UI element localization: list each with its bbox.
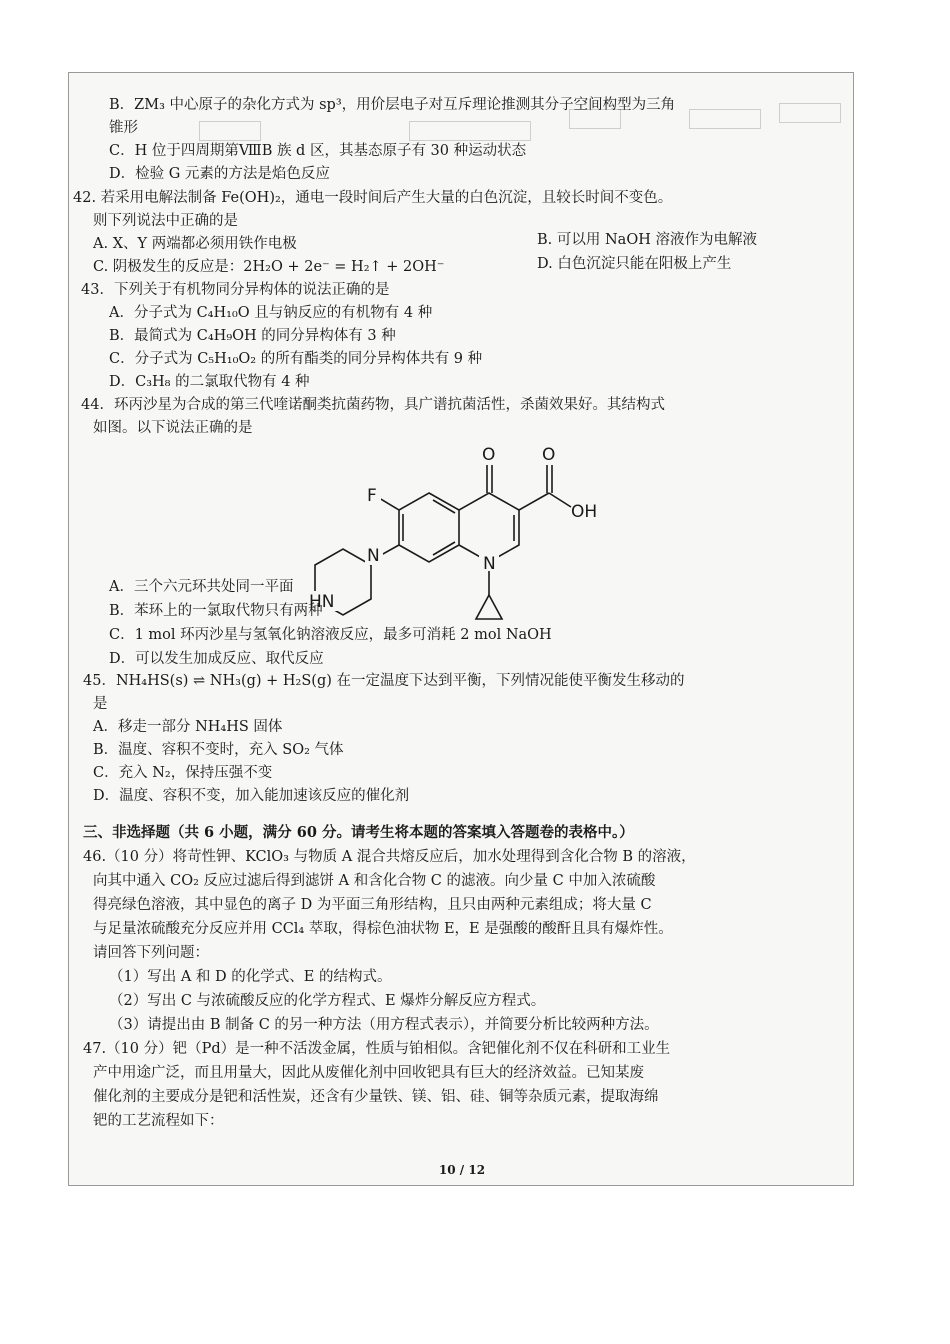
option-b: B．苯环上的一氯取代物只有两种 xyxy=(109,603,323,619)
option-c: C．1 mol 环丙沙星与氢氧化钠溶液反应，最多可消耗 2 mol NaOH xyxy=(109,627,552,643)
question-44: 44．环丙沙星为合成的第三代喹诺酮类抗菌药物，具广谱抗菌活性，杀菌效果好。其结构式 xyxy=(81,397,665,413)
option-b: B. 可以用 NaOH 溶液作为电解液 xyxy=(537,232,757,248)
text-line: 则下列说法中正确的是 xyxy=(93,213,238,229)
text-line: D．检验 G 元素的方法是焰色反应 xyxy=(109,166,330,182)
bleed-box xyxy=(689,109,761,129)
atom-oh: OH xyxy=(571,502,598,522)
question-43: 43．下列关于有机物同分异构体的说法正确的是 xyxy=(81,282,390,298)
option-d: D．C₃H₈ 的二氯取代物有 4 种 xyxy=(109,374,310,390)
sub-question: （2）写出 C 与浓硫酸反应的化学方程式、E 爆炸分解反应方程式。 xyxy=(109,993,546,1009)
text-line: 锥形 xyxy=(109,120,138,136)
option-a: A．移走一部分 NH₄HS 固体 xyxy=(93,719,283,735)
text-line: 钯的工艺流程如下： xyxy=(93,1113,224,1129)
section-heading: 三、非选择题（共 6 小题，满分 60 分。请考生将本题的答案填入答题卷的表格中。） xyxy=(83,824,634,841)
option-d: D. 白色沉淀只能在阳极上产生 xyxy=(537,256,732,272)
text-line: 得亮绿色溶液，其中显色的离子 D 为平面三角形结构，且只由两种元素组成；将大量 C xyxy=(93,897,652,913)
text-line: 与足量浓硫酸充分反应并用 CCl₄ 萃取，得棕色油状物 E，E 是强酸的酸酐且具有爆炸性。 xyxy=(93,921,673,937)
atom-f: F xyxy=(367,486,377,506)
option-c: C．分子式为 C₅H₁₀O₂ 的所有酯类的同分异构体共有 9 种 xyxy=(109,351,483,367)
bleed-box xyxy=(199,121,261,141)
option-b: B．温度、容积不变时，充入 SO₂ 气体 xyxy=(93,742,344,758)
bleed-box xyxy=(779,103,841,123)
option-b: B．最简式为 C₄H₉OH 的同分异构体有 3 种 xyxy=(109,328,396,344)
option-c: C. 阴极发生的反应是：2H₂O + 2e⁻ = H₂↑ + 2OH⁻ xyxy=(93,259,445,275)
text-line: 产中用途广泛，而且用量大，因此从废催化剂中回收钯具有巨大的经济效益。已知某废 xyxy=(93,1065,644,1081)
text-line: B．ZM₃ 中心原子的杂化方式为 sp³，用价层电子对互斥理论推测其分子空间构型为三角 xyxy=(109,97,676,113)
option-a: A．三个六元环共处同一平面 xyxy=(109,579,294,595)
option-a: A. X、Y 两端都必须用铁作电极 xyxy=(93,236,297,252)
atom-n: N xyxy=(483,554,496,574)
question-47: 47.（10 分）钯（Pd）是一种不活泼金属，性质与铂相似。含钯催化剂不仅在科研和工业生 xyxy=(83,1041,671,1057)
text-line: 向其中通入 CO₂ 反应过滤后得到滤饼 A 和含化合物 C 的滤液。向少量 C 中加入浓硫酸 xyxy=(93,873,656,889)
option-c: C．充入 N₂，保持压强不变 xyxy=(93,765,273,781)
question-46: 46.（10 分）将苛性钾、KClO₃ 与物质 A 混合共熔反应后，加水处理得到含化合物 B 的溶液， xyxy=(83,849,696,865)
question-42: 42. 若采用电解法制备 Fe(OH)₂，通电一段时间后产生大量的白色沉淀，且较长时间不变色。 xyxy=(73,190,673,206)
atom-hn: HN xyxy=(309,592,335,612)
scanned-page xyxy=(68,72,854,1186)
text-line: 如图。以下说法正确的是 xyxy=(93,420,253,436)
option-d: D．可以发生加成反应、取代反应 xyxy=(109,651,324,667)
option-d: D．温度、容积不变，加入能加速该反应的催化剂 xyxy=(93,788,410,804)
text-line: 催化剂的主要成分是钯和活性炭，还含有少量铁、镁、铝、硅、铜等杂质元素，提取海绵 xyxy=(93,1089,659,1105)
atom-n: N xyxy=(367,546,380,566)
bleed-box xyxy=(409,121,531,141)
text-line: 是 xyxy=(93,696,108,712)
question-45: 45．NH₄HS(s) ⇌ NH₃(g) + H₂S(g) 在一定温度下达到平衡，下列情况能使平衡发生移动的 xyxy=(83,673,685,689)
text-line: C．H 位于四周期第ⅧB 族 d 区，其基态原子有 30 种运动状态 xyxy=(109,143,527,159)
page-number: 10 / 12 xyxy=(438,1163,486,1177)
ciprofloxacin-structure xyxy=(309,435,609,655)
atom-o: O xyxy=(482,445,496,465)
atom-o: O xyxy=(542,445,556,465)
option-a: A．分子式为 C₄H₁₀O 且与钠反应的有机物有 4 种 xyxy=(109,305,433,321)
sub-question: （1）写出 A 和 D 的化学式、E 的结构式。 xyxy=(109,969,392,985)
text-line: 请回答下列问题： xyxy=(93,945,209,961)
sub-question: （3）请提出由 B 制备 C 的另一种方法（用方程式表示），并简要分析比较两种方法。 xyxy=(109,1017,659,1033)
